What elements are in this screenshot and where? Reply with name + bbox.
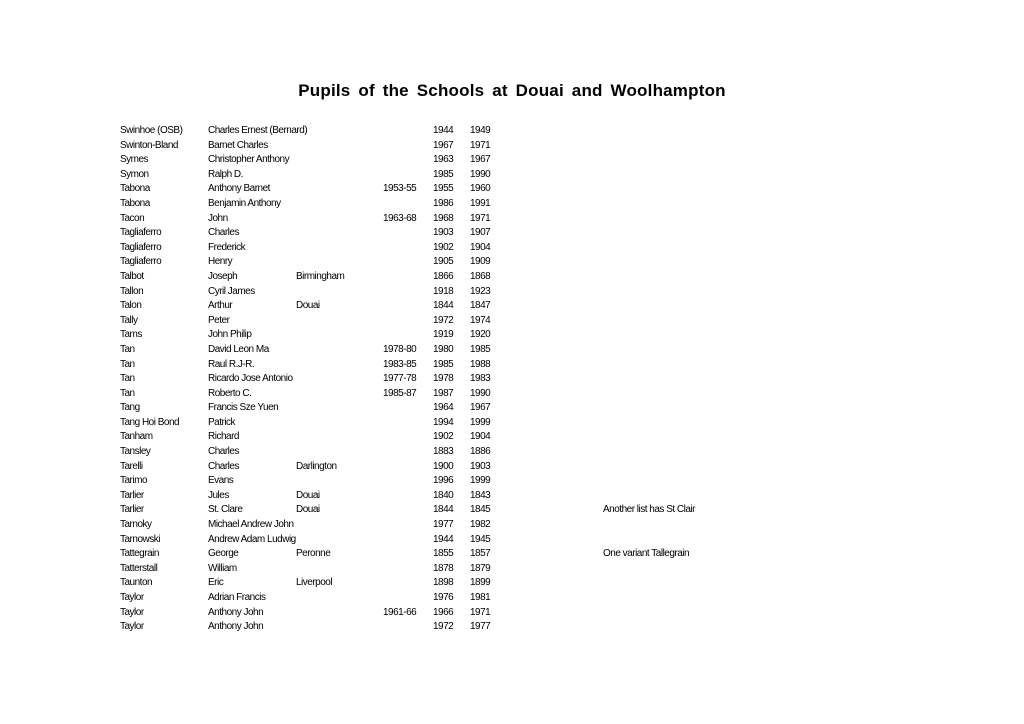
forenames-cell: William <box>208 562 237 574</box>
table-row <box>0 153 1024 168</box>
entry-year-cell: 1844 <box>433 300 454 312</box>
leave-year-cell: 1904 <box>470 431 491 443</box>
origin-cell: Douai <box>296 504 320 516</box>
entry-year-cell: 1902 <box>433 431 454 443</box>
forenames-cell: Anthony Barnet <box>208 183 270 195</box>
table-row <box>0 533 1024 548</box>
table-row <box>0 241 1024 256</box>
surname-cell: Tang Hoi Bond <box>120 416 180 428</box>
entry-year-cell: 1986 <box>433 197 454 209</box>
forenames-cell: Eric <box>208 577 224 589</box>
leave-year-cell: 1981 <box>470 592 491 603</box>
surname-cell: Swinhoe (OSB) <box>120 125 183 136</box>
entry-year-cell: 1994 <box>433 416 454 428</box>
surname-cell: Tagliaferro <box>120 227 162 239</box>
surname-cell: Taunton <box>120 577 153 589</box>
forenames-cell: Francis Sze Yuen <box>208 402 279 414</box>
table-row <box>0 314 1024 329</box>
forenames-cell: Evans <box>208 475 234 487</box>
leave-year-cell: 1985 <box>470 343 491 355</box>
forenames-cell: Ralph D. <box>208 168 243 180</box>
leave-year-cell: 1899 <box>470 577 491 589</box>
forenames-cell: Ricardo Jose Antonio <box>208 373 293 385</box>
forenames-cell: Peter <box>208 314 230 326</box>
leave-year-cell: 1999 <box>470 475 491 487</box>
leave-year-cell: 1971 <box>470 139 491 151</box>
forenames-cell: Patrick <box>208 416 236 428</box>
origin-cell: Darlington <box>296 460 337 472</box>
table-row <box>0 620 1024 635</box>
prep-years-cell: 1961-66 <box>383 606 417 618</box>
leave-year-cell: 1974 <box>470 314 491 326</box>
entry-year-cell: 1985 <box>433 168 454 180</box>
surname-cell: Taylor <box>120 592 144 603</box>
origin-cell: Peronne <box>296 548 331 560</box>
table-row <box>0 460 1024 475</box>
surname-cell: Tagliaferro <box>120 241 162 253</box>
entry-year-cell: 1844 <box>433 504 454 516</box>
table-row <box>0 489 1024 504</box>
table-row <box>0 401 1024 416</box>
leave-year-cell: 1886 <box>470 446 491 458</box>
table-row <box>0 562 1024 577</box>
leave-year-cell: 1977 <box>470 621 491 633</box>
entry-year-cell: 1840 <box>433 489 454 501</box>
entry-year-cell: 1905 <box>433 256 454 268</box>
table-row <box>0 343 1024 358</box>
forenames-cell: John <box>208 212 228 224</box>
surname-cell: Tarlier <box>120 489 144 501</box>
surname-cell: Tacon <box>120 212 145 224</box>
entry-year-cell: 1944 <box>433 533 454 545</box>
forenames-cell: St. Clare <box>208 504 243 516</box>
surname-cell: Tan <box>120 358 135 370</box>
table-row <box>0 124 1024 139</box>
leave-year-cell: 1879 <box>470 562 491 574</box>
table-row <box>0 445 1024 460</box>
entry-year-cell: 1987 <box>433 387 454 399</box>
entry-year-cell: 1964 <box>433 402 454 414</box>
table-row <box>0 547 1024 562</box>
forenames-cell: Arthur <box>208 300 233 312</box>
surname-cell: Tarnowski <box>120 533 160 545</box>
forenames-cell: Charles Ernest (Bernard) <box>208 125 308 136</box>
entry-year-cell: 1878 <box>433 562 454 574</box>
forenames-cell: Henry <box>208 256 233 268</box>
surname-cell: Tabona <box>120 183 150 195</box>
origin-cell: Douai <box>296 489 320 501</box>
surname-cell: Talbot <box>120 270 144 282</box>
prep-years-cell: 1983-85 <box>383 358 417 370</box>
prep-years-cell: 1985-87 <box>383 387 417 399</box>
entry-year-cell: 1968 <box>433 212 454 224</box>
entry-year-cell: 1944 <box>433 125 454 136</box>
surname-cell: Taylor <box>120 621 144 633</box>
surname-cell: Tanham <box>120 431 153 443</box>
forenames-cell: George <box>208 548 239 560</box>
surname-cell: Taylor <box>120 606 144 618</box>
leave-year-cell: 1971 <box>470 606 491 618</box>
entry-year-cell: 1919 <box>433 329 454 341</box>
table-row <box>0 591 1024 606</box>
table-row <box>0 299 1024 314</box>
table-row <box>0 518 1024 533</box>
entry-year-cell: 1866 <box>433 270 454 282</box>
entry-year-cell: 1985 <box>433 358 454 370</box>
entry-year-cell: 1972 <box>433 314 454 326</box>
leave-year-cell: 1843 <box>470 489 491 501</box>
surname-cell: Talon <box>120 300 142 312</box>
surname-cell: Tarimo <box>120 475 148 487</box>
leave-year-cell: 1868 <box>470 270 491 282</box>
entry-year-cell: 1978 <box>433 373 454 385</box>
forenames-cell: Barnet Charles <box>208 139 268 151</box>
entry-year-cell: 1977 <box>433 519 454 531</box>
forenames-cell: Adrian Francis <box>208 592 266 603</box>
surname-cell: Tan <box>120 373 135 385</box>
entry-year-cell: 1902 <box>433 241 454 253</box>
prep-years-cell: 1963-68 <box>383 212 417 224</box>
forenames-cell: Benjamin Anthony <box>208 197 281 209</box>
surname-cell: Tarlier <box>120 504 144 516</box>
leave-year-cell: 1920 <box>470 329 491 341</box>
forenames-cell: John Philip <box>208 329 252 341</box>
leave-year-cell: 1967 <box>470 402 491 414</box>
leave-year-cell: 1960 <box>470 183 491 195</box>
leave-year-cell: 1988 <box>470 358 491 370</box>
note-cell: One variant Tallegrain <box>603 548 690 560</box>
forenames-cell: Charles <box>208 227 239 239</box>
forenames-cell: Michael Andrew John <box>208 519 294 531</box>
table-row <box>0 328 1024 343</box>
forenames-cell: Charles <box>208 460 239 472</box>
prep-years-cell: 1978-80 <box>383 343 417 355</box>
leave-year-cell: 1945 <box>470 533 491 545</box>
leave-year-cell: 1847 <box>470 300 491 312</box>
entry-year-cell: 1900 <box>433 460 454 472</box>
surname-cell: Tams <box>120 329 142 341</box>
leave-year-cell: 1967 <box>470 154 491 166</box>
table-row <box>0 285 1024 300</box>
surname-cell: Tan <box>120 387 135 399</box>
forenames-cell: Roberto C. <box>208 387 252 399</box>
surname-cell: Tansley <box>120 446 151 458</box>
forenames-cell: Cyril James <box>208 285 255 297</box>
page-title <box>0 81 1024 101</box>
surname-cell: Tally <box>120 314 138 326</box>
entry-year-cell: 1972 <box>433 621 454 633</box>
page-title-text: Pupils of the Schools at Douai and Woolhampton <box>298 81 726 100</box>
surname-cell: Tarelli <box>120 460 143 472</box>
table-row <box>0 197 1024 212</box>
forenames-cell: Joseph <box>208 270 238 282</box>
table-row <box>0 576 1024 591</box>
entry-year-cell: 1918 <box>433 285 454 297</box>
leave-year-cell: 1949 <box>470 125 491 136</box>
leave-year-cell: 1990 <box>470 387 491 399</box>
leave-year-cell: 1857 <box>470 548 491 560</box>
table-row <box>0 503 1024 518</box>
leave-year-cell: 1982 <box>470 519 491 531</box>
entry-year-cell: 1966 <box>433 606 454 618</box>
table-row <box>0 372 1024 387</box>
entry-year-cell: 1967 <box>433 139 454 151</box>
entry-year-cell: 1955 <box>433 183 454 195</box>
table-row <box>0 387 1024 402</box>
table-row <box>0 182 1024 197</box>
origin-cell: Liverpool <box>296 577 333 589</box>
prep-years-cell: 1977-78 <box>383 373 417 385</box>
forenames-cell: Jules <box>208 489 229 501</box>
forenames-cell: David Leon Ma <box>208 343 269 355</box>
forenames-cell: Frederick <box>208 241 246 253</box>
entry-year-cell: 1903 <box>433 227 454 239</box>
entry-year-cell: 1996 <box>433 475 454 487</box>
entry-year-cell: 1898 <box>433 577 454 589</box>
leave-year-cell: 1903 <box>470 460 491 472</box>
entry-year-cell: 1980 <box>433 343 454 355</box>
surname-cell: Tattegrain <box>120 548 159 560</box>
surname-cell: Swinton-Bland <box>120 139 178 151</box>
leave-year-cell: 1971 <box>470 212 491 224</box>
forenames-cell: Richard <box>208 431 239 443</box>
note-cell: Another list has St Clair <box>603 504 695 516</box>
surname-cell: Symon <box>120 168 149 180</box>
table-row <box>0 606 1024 621</box>
origin-cell: Douai <box>296 300 320 312</box>
pupil-list <box>0 124 1024 635</box>
forenames-cell: Charles <box>208 446 239 458</box>
surname-cell: Tatterstall <box>120 562 158 574</box>
entry-year-cell: 1855 <box>433 548 454 560</box>
leave-year-cell: 1923 <box>470 285 491 297</box>
leave-year-cell: 1991 <box>470 197 491 209</box>
table-row <box>0 139 1024 154</box>
table-row <box>0 270 1024 285</box>
forenames-cell: Anthony John <box>208 621 264 633</box>
entry-year-cell: 1883 <box>433 446 454 458</box>
table-row <box>0 168 1024 183</box>
leave-year-cell: 1999 <box>470 416 491 428</box>
leave-year-cell: 1904 <box>470 241 491 253</box>
table-row <box>0 255 1024 270</box>
leave-year-cell: 1907 <box>470 227 491 239</box>
leave-year-cell: 1990 <box>470 168 491 180</box>
table-row <box>0 358 1024 373</box>
surname-cell: Tallon <box>120 285 144 297</box>
forenames-cell: Andrew Adam Ludwig <box>208 533 296 545</box>
table-row <box>0 474 1024 489</box>
leave-year-cell: 1909 <box>470 256 491 268</box>
prep-years-cell: 1953-55 <box>383 183 417 195</box>
leave-year-cell: 1845 <box>470 504 491 516</box>
surname-cell: Tabona <box>120 197 150 209</box>
surname-cell: Symes <box>120 154 149 166</box>
forenames-cell: Christopher Anthony <box>208 154 290 166</box>
table-row <box>0 416 1024 431</box>
entry-year-cell: 1976 <box>433 592 454 603</box>
surname-cell: Tagliaferro <box>120 256 162 268</box>
origin-cell: Birmingham <box>296 270 345 282</box>
forenames-cell: Raul R.J-R. <box>208 358 255 370</box>
table-row <box>0 226 1024 241</box>
table-row <box>0 212 1024 227</box>
entry-year-cell: 1963 <box>433 154 454 166</box>
table-row <box>0 430 1024 445</box>
surname-cell: Tang <box>120 402 140 414</box>
forenames-cell: Anthony John <box>208 606 264 618</box>
surname-cell: Tarnoky <box>120 519 152 531</box>
surname-cell: Tan <box>120 343 135 355</box>
leave-year-cell: 1983 <box>470 373 491 385</box>
